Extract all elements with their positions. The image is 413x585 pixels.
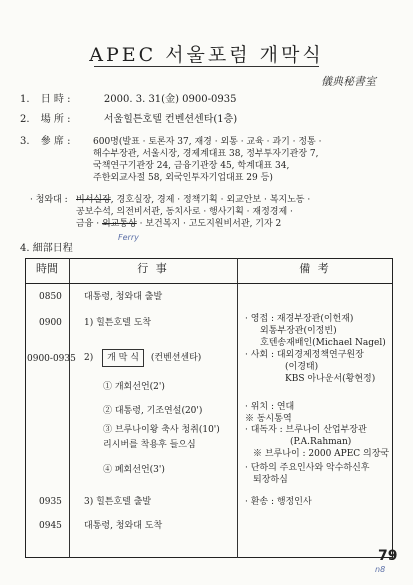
row-event: 1) 힐튼호텔 도착 — [84, 318, 152, 328]
row-remarks — [245, 313, 386, 349]
row-time: 0900-0935 — [27, 354, 76, 364]
item-label: 日 時 : — [40, 94, 71, 105]
row-event: 3) 힐튼호텔 출발 — [84, 497, 152, 507]
staff-line: , 경호실장, 경제 · 정책기획 · 외교안보 · 복지노동 · — [110, 195, 311, 205]
item-label: 場 所 : — [40, 114, 71, 125]
schedule-table — [25, 258, 393, 558]
remark-line: (P.A.Rahman) — [290, 437, 352, 447]
item-datetime — [20, 93, 236, 107]
attendee-line: 주한외교사절 58, 외국인투자기업대표 29 등) — [93, 173, 273, 183]
remark-line: 퇴장하심 — [253, 475, 288, 485]
column-divider — [69, 258, 70, 558]
office-stamp: 儀典秘書室 — [321, 75, 376, 88]
staff-line: · 보건복지 · 고도지원비서관, 기자 2 — [136, 219, 282, 229]
attendee-line: 국책연구기관장 24, 금융기관장 45, 학계대표 34, — [93, 161, 290, 171]
attendee-line: 해수부장관, 서울시장, 경제계대표 38, 정부투자기관장 7, — [93, 149, 319, 159]
row-event: 대통령, 청와대 도착 — [84, 521, 163, 531]
remark-line: 호텐송재배인(Michael Nagel) — [260, 338, 386, 348]
remark-line: · 위치 : 연대 — [245, 402, 295, 412]
item-number: 3. — [20, 136, 30, 147]
sub-event: ① 개회선언(2') — [103, 382, 165, 392]
struck-entry: 외교통상 — [101, 219, 137, 229]
header-event: 行 事 — [137, 262, 169, 275]
remark-line: ※ 동시통역 — [245, 414, 292, 424]
attendee-line: 600명(발표 · 토론자 37, 재경 · 외통 · 교육 · 과기 · 정통 · — [93, 137, 322, 147]
remark-line: · 사회 : 대외경제정책연구원장 — [245, 350, 364, 360]
staff-line: 금융 · — [76, 219, 102, 229]
sub-event — [103, 424, 220, 451]
title-underline — [94, 66, 319, 67]
header-time: 時間 — [36, 262, 58, 275]
page-handwritten-note: n8 — [375, 565, 386, 574]
header-remarks: 備 考 — [299, 262, 331, 275]
item-value: 서울힐튼호텔 컨벤션센타(1층) — [103, 114, 238, 125]
struck-entry: 비서실장 — [76, 195, 111, 205]
header-divider — [25, 283, 393, 284]
event-number: 2) — [84, 353, 94, 363]
item-number: 1. — [20, 94, 30, 105]
page-title: APEC 서울포럼 개막식 — [89, 44, 324, 66]
staff-list — [76, 194, 310, 230]
sub-event-line: 리시버를 착용후 들으심 — [103, 440, 196, 450]
handwritten-note: Ferry — [118, 233, 139, 242]
item-number: 2. — [20, 114, 30, 125]
row-time: 0850 — [39, 292, 62, 302]
attendee-lines — [93, 136, 321, 184]
remark-line: · 대독자 : 브루나이 산업부장관 — [245, 425, 367, 435]
row-remarks — [245, 349, 375, 385]
staff-line: 공보수석, 의전비서관, 동치사로 · 행사기획 · 재정경제 · — [76, 207, 293, 217]
schedule-heading: 4. 細部日程 — [20, 243, 73, 254]
event-detail: (컨벤션센타) — [150, 353, 202, 363]
remark-line: (이경태) — [285, 362, 319, 372]
row-time: 0945 — [39, 521, 62, 531]
item-label: 參 席 : — [40, 136, 71, 147]
sub-event: ④ 폐회선언(3') — [103, 465, 165, 475]
remark-line: KBS 아나운서(황현정) — [285, 374, 376, 384]
remark-line: · 단하의 주요인사와 악수하신후 — [245, 463, 370, 473]
page-number: 79 — [378, 548, 398, 564]
row-remarks — [245, 462, 369, 486]
row-remarks — [245, 401, 294, 425]
remark-line: 외통부장관(이정빈) — [260, 326, 337, 336]
remark-line: · 영접 : 재경부장관(이헌재) — [245, 314, 354, 324]
row-remarks: · 환송 : 행정인사 — [245, 497, 312, 507]
row-time: 0900 — [39, 318, 62, 328]
staff-label: · 청와대 : — [30, 195, 68, 205]
item-place — [20, 113, 237, 127]
column-divider — [237, 258, 238, 558]
row-event — [84, 349, 201, 367]
event-boxed-title: 개 막 식 — [102, 349, 144, 367]
sub-event: ② 대통령, 기조연설(20') — [103, 406, 203, 416]
sub-event-line: ③ 브루나이왕 축사 청취(10') — [103, 425, 220, 435]
row-event: 대통령, 청와대 출발 — [84, 292, 163, 302]
row-time: 0935 — [39, 497, 62, 507]
row-remarks — [245, 424, 389, 460]
remark-line: ※ 브루나이 : 2000 APEC 의장국 — [253, 449, 390, 459]
item-attendees — [20, 135, 101, 149]
item-value: 2000. 3. 31(金) 0900-0935 — [103, 94, 237, 105]
